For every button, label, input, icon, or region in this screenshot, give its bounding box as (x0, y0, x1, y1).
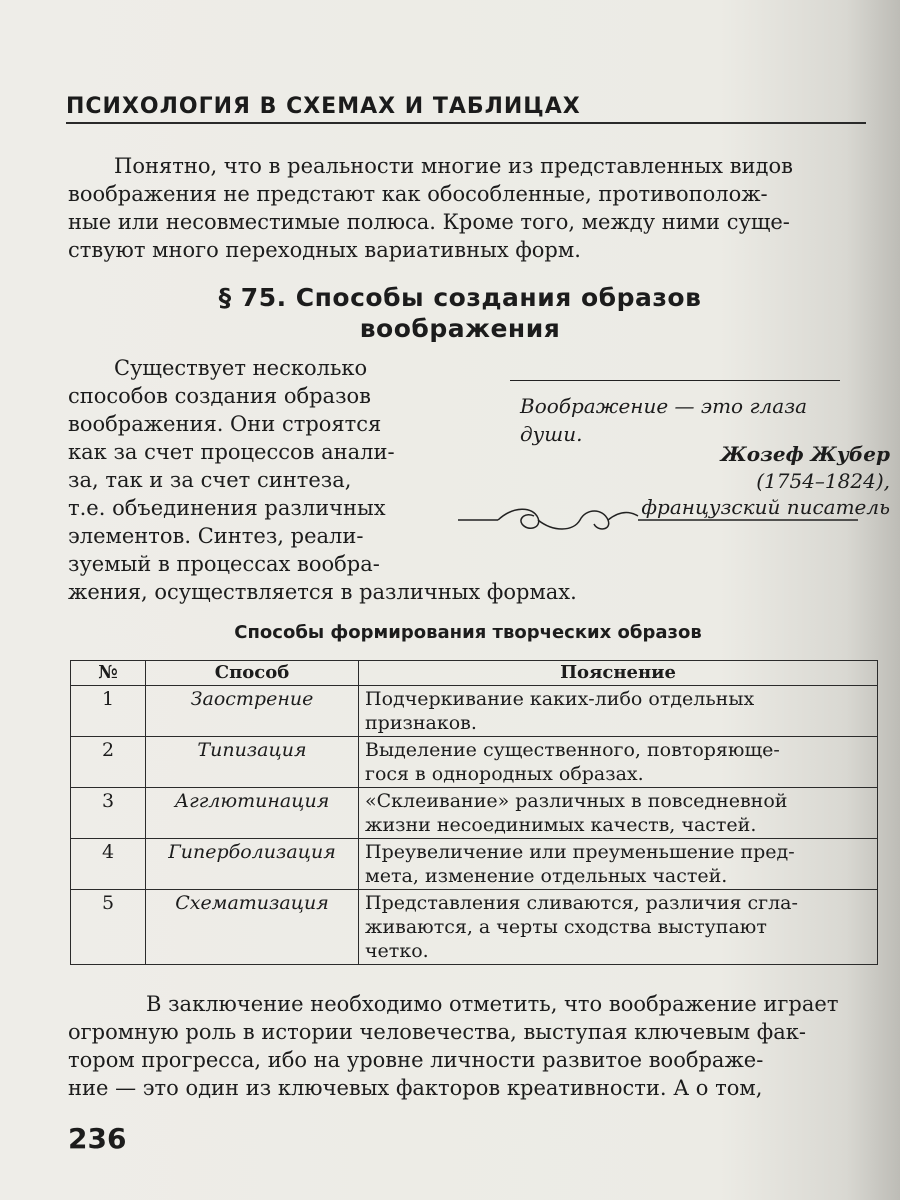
text-line: воображения не предстают как обособленные, противополож- (68, 182, 768, 206)
row-method: Гиперболизация (146, 839, 359, 890)
text-line: воображения. Они строятся (68, 412, 382, 436)
desc-line: живаются, а черты сходства выступают (365, 916, 767, 938)
text-line: зуемый в процессах вообра- (68, 552, 380, 576)
section-title-line: § 75. Способы создания образов (218, 283, 702, 312)
methods-table (70, 660, 878, 965)
section-title (150, 282, 770, 344)
desc-line: Выделение существенного, повторяюще- (365, 739, 780, 761)
desc-line: мета, изменение отдельных частей. (365, 865, 728, 887)
header-method: Способ (146, 661, 359, 686)
table-row (71, 890, 878, 965)
quote-author: Жозеф Жубер (720, 442, 890, 466)
row-method: Заострение (146, 686, 359, 737)
text-line: тором прогресса, ибо на уровне личности развитое воображе- (68, 1048, 764, 1072)
desc-line: признаков. (365, 712, 477, 734)
text-line: жения, осуществляется в различных формах. (68, 580, 577, 604)
text-line: элементов. Синтез, реали- (68, 524, 364, 548)
row-desc (359, 788, 878, 839)
text-line: ные или несовместимые полюса. Кроме того, между ними суще- (68, 210, 790, 234)
table-row (71, 839, 878, 890)
running-head: ПСИХОЛОГИЯ В СХЕМАХ И ТАБЛИЦАХ (66, 94, 581, 119)
table-row (71, 686, 878, 737)
row-desc (359, 890, 878, 965)
row-num: 4 (71, 839, 146, 890)
row-desc (359, 839, 878, 890)
header-divider (66, 122, 866, 124)
row-method: Схематизация (146, 890, 359, 965)
row-desc (359, 737, 878, 788)
conclusion-paragraph (68, 990, 868, 1102)
desc-line: четко. (365, 940, 429, 962)
section-title-line: воображения (359, 314, 561, 343)
header-num: № (71, 661, 146, 686)
text-line: огромную роль в истории человечества, выступая ключевым фак- (68, 1020, 806, 1044)
text-line: Существует несколько (114, 356, 368, 380)
row-method: Агглютинация (146, 788, 359, 839)
quote-author-role: французский писатель (641, 495, 890, 519)
text-line: ствуют много переходных вариативных форм. (68, 238, 581, 262)
desc-line: жизни несоединимых качеств, частей. (365, 814, 757, 836)
row-num: 2 (71, 737, 146, 788)
epigraph-quote (470, 368, 890, 538)
desc-line: Представления сливаются, различия сгла- (365, 892, 798, 914)
header-desc: Пояснение (359, 661, 878, 686)
row-method: Типизация (146, 737, 359, 788)
table-row (71, 737, 878, 788)
row-num: 3 (71, 788, 146, 839)
row-num: 5 (71, 890, 146, 965)
text-line: В заключение необходимо отметить, что воображение играет (146, 992, 839, 1016)
desc-line: Преувеличение или преуменьшение пред- (365, 841, 795, 863)
table-row (71, 788, 878, 839)
quote-top-rule (510, 380, 840, 381)
page-number: 236 (68, 1122, 127, 1155)
table-title: Способы формирования творческих образов (234, 622, 702, 643)
text-line: т.е. объединения различных (68, 496, 386, 520)
text-line: ние — это один из ключевых факторов креативности. А о том, (68, 1076, 763, 1100)
desc-line: Подчеркивание каких-либо отдельных (365, 688, 755, 710)
text-line: способов создания образов (68, 384, 371, 408)
text-line: за, так и за счет синтеза, (68, 468, 352, 492)
intro-paragraph (68, 152, 868, 264)
row-num: 1 (71, 686, 146, 737)
quote-line: Воображение — это глаза (520, 394, 808, 418)
desc-line: гося в однородных образах. (365, 763, 644, 785)
decorative-flourish-icon (458, 502, 858, 538)
row-desc (359, 686, 878, 737)
table-header-row (71, 661, 878, 686)
desc-line: «Склеивание» различных в повседневной (365, 790, 788, 812)
text-line: Понятно, что в реальности многие из представленных видов (114, 154, 793, 178)
text-line: как за счет процессов анали- (68, 440, 395, 464)
quote-line: души. (520, 422, 583, 446)
quote-author-years: (1754–1824), (756, 469, 890, 493)
